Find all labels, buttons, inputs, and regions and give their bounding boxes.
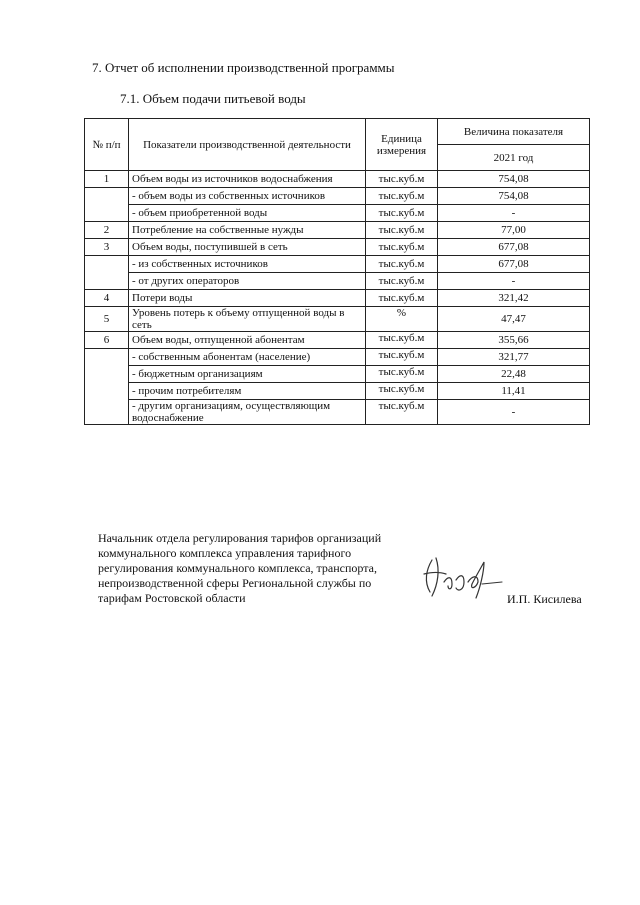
row-unit: тыс.куб.м <box>366 205 438 222</box>
row-name: - от других операторов <box>129 273 366 290</box>
row-name: - прочим потребителям <box>129 383 366 400</box>
row-value: 754,08 <box>438 171 590 188</box>
table-row <box>85 400 590 425</box>
row-name: Объем воды, отпущенной абонентам <box>129 332 366 349</box>
row-unit: тыс.куб.м <box>366 332 438 349</box>
table-row <box>85 171 590 188</box>
row-name: Потребление на собственные нужды <box>129 222 366 239</box>
row-num: 4 <box>85 290 129 307</box>
row-value: 77,00 <box>438 222 590 239</box>
table-row <box>85 256 590 273</box>
header-unit: Единица измерения <box>366 119 438 171</box>
table-row <box>85 332 590 349</box>
table-row <box>85 307 590 332</box>
row-value: 321,77 <box>438 349 590 366</box>
signatory-name: И.П. Кисилева <box>507 592 582 606</box>
row-name: Потери воды <box>129 290 366 307</box>
row-name: - собственным абонентам (население) <box>129 349 366 366</box>
table-row <box>85 383 590 400</box>
row-unit: тыс.куб.м <box>366 222 438 239</box>
table-row <box>85 188 590 205</box>
table-header-row <box>85 119 590 145</box>
row-unit: тыс.куб.м <box>366 273 438 290</box>
row-unit: тыс.куб.м <box>366 349 438 366</box>
row-value: - <box>438 400 590 425</box>
row-num: 5 <box>85 307 129 332</box>
subsection-heading: 7.1. Объем подачи питьевой воды <box>120 91 306 106</box>
row-value: 355,66 <box>438 332 590 349</box>
table-row <box>85 239 590 256</box>
row-value: 321,42 <box>438 290 590 307</box>
row-unit: тыс.куб.м <box>366 383 438 400</box>
signatory-position: Начальник отдела регулирования тарифов организаций коммунального комплекса управления тарифного регулирования коммунального комплекса, транспорта, непроизводственной сферы Региональной службы по тарифам Ростовской области <box>98 531 382 605</box>
row-value: 677,08 <box>438 256 590 273</box>
header-indicator: Показатели производственной деятельности <box>129 119 366 171</box>
row-name: - из собственных источников <box>129 256 366 273</box>
row-name: - другим организациям, осуществляющим водоснабжение <box>129 400 366 425</box>
row-value: 754,08 <box>438 188 590 205</box>
row-num <box>85 349 129 425</box>
row-name: Уровень потерь к объему отпущенной воды в сеть <box>129 307 366 332</box>
row-unit: тыс.куб.м <box>366 239 438 256</box>
table-row <box>85 205 590 222</box>
row-value: - <box>438 273 590 290</box>
row-num: 6 <box>85 332 129 349</box>
row-value: 11,41 <box>438 383 590 400</box>
row-unit: тыс.куб.м <box>366 366 438 383</box>
row-unit: тыс.куб.м <box>366 256 438 273</box>
row-unit: тыс.куб.м <box>366 400 438 425</box>
row-num <box>85 256 129 290</box>
row-name: - бюджетным организациям <box>129 366 366 383</box>
table-row <box>85 349 590 366</box>
row-value: 47,47 <box>438 307 590 332</box>
table-row <box>85 290 590 307</box>
row-value: 22,48 <box>438 366 590 383</box>
row-name: - объем приобретенной воды <box>129 205 366 222</box>
row-name: Объем воды, поступившей в сеть <box>129 239 366 256</box>
section-heading: 7. Отчет об исполнении производственной программы <box>92 60 395 75</box>
water-supply-table <box>84 118 590 425</box>
row-num: 1 <box>85 171 129 188</box>
row-unit: тыс.куб.м <box>366 290 438 307</box>
row-unit: тыс.куб.м <box>366 171 438 188</box>
table-row <box>85 366 590 383</box>
table-row <box>85 273 590 290</box>
row-unit: тыс.куб.м <box>366 188 438 205</box>
handwritten-signature <box>418 552 508 602</box>
header-num: № п/п <box>85 119 129 171</box>
row-num: 3 <box>85 239 129 256</box>
row-name: - объем воды из собственных источников <box>129 188 366 205</box>
header-value: Величина показателя <box>438 119 590 145</box>
row-value: - <box>438 205 590 222</box>
row-unit: % <box>366 307 438 332</box>
header-year: 2021 год <box>438 145 590 171</box>
row-name: Объем воды из источников водоснабжения <box>129 171 366 188</box>
row-value: 677,08 <box>438 239 590 256</box>
row-num <box>85 188 129 222</box>
table-row <box>85 222 590 239</box>
row-num: 2 <box>85 222 129 239</box>
